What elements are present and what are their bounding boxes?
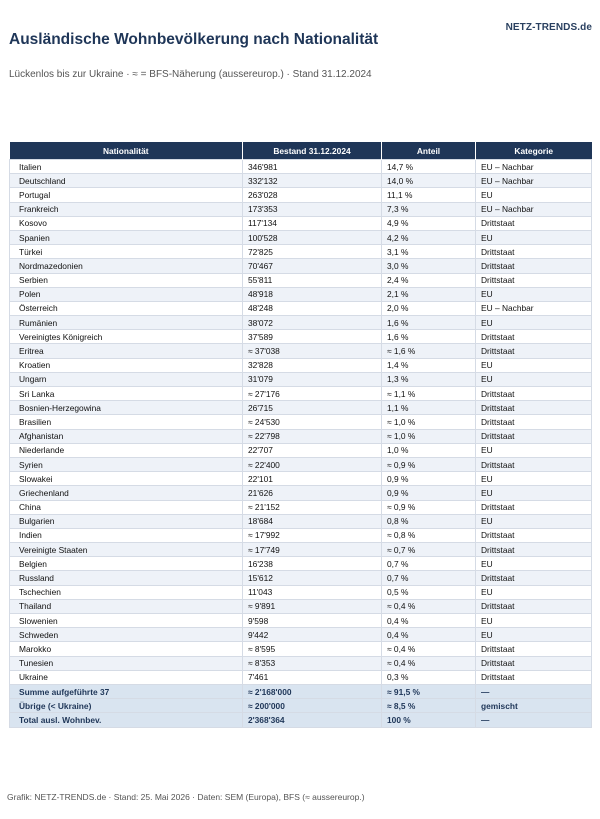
cell-nationalitaet: Brasilien	[10, 415, 243, 429]
cell-kategorie: EU	[476, 486, 592, 500]
table-row	[10, 557, 592, 571]
table-row	[10, 372, 592, 386]
cell-kategorie: Drittstaat	[476, 245, 592, 259]
cell-bestand: ≈ 2'168'000	[243, 684, 382, 698]
cell-nationalitaet: Niederlande	[10, 443, 243, 457]
cell-anteil: 1,6 %	[382, 330, 476, 344]
header-bestand: Bestand 31.12.2024	[243, 142, 382, 160]
cell-bestand: ≈ 24'530	[243, 415, 382, 429]
cell-kategorie: EU	[476, 557, 592, 571]
cell-bestand: 32'828	[243, 358, 382, 372]
page-title: Ausländische Wohnbevölkerung nach Nationalität	[9, 31, 379, 48]
cell-kategorie: Drittstaat	[476, 670, 592, 684]
table-row	[10, 245, 592, 259]
cell-bestand: 16'238	[243, 557, 382, 571]
page-subtitle: Lückenlos bis zur Ukraine · ≈ = BFS-Näherung (aussereurop.) · Stand 31.12.2024	[9, 69, 372, 80]
cell-anteil: 1,6 %	[382, 316, 476, 330]
cell-anteil: 1,1 %	[382, 401, 476, 415]
cell-anteil: 14,0 %	[382, 174, 476, 188]
cell-bestand: ≈ 37'038	[243, 344, 382, 358]
cell-bestand: 117'134	[243, 216, 382, 230]
cell-bestand: 55'811	[243, 273, 382, 287]
cell-kategorie: EU	[476, 443, 592, 457]
cell-kategorie: EU	[476, 585, 592, 599]
table-row	[10, 429, 592, 443]
table-row	[10, 401, 592, 415]
cell-nationalitaet: Slowenien	[10, 614, 243, 628]
cell-nationalitaet: Belgien	[10, 557, 243, 571]
cell-anteil: 0,7 %	[382, 557, 476, 571]
cell-kategorie: Drittstaat	[476, 543, 592, 557]
cell-anteil: 0,4 %	[382, 614, 476, 628]
cell-bestand: 26'715	[243, 401, 382, 415]
cell-kategorie: Drittstaat	[476, 599, 592, 613]
header-kategorie: Kategorie	[476, 142, 592, 160]
cell-bestand: 263'028	[243, 188, 382, 202]
cell-anteil: ≈ 0,8 %	[382, 528, 476, 542]
cell-anteil: ≈ 0,7 %	[382, 543, 476, 557]
cell-bestand: 31'079	[243, 372, 382, 386]
cell-nationalitaet: Bulgarien	[10, 514, 243, 528]
cell-nationalitaet: Serbien	[10, 273, 243, 287]
cell-nationalitaet: Polen	[10, 287, 243, 301]
cell-kategorie: —	[476, 713, 592, 727]
cell-bestand: 72'825	[243, 245, 382, 259]
cell-nationalitaet: Übrige (< Ukraine)	[10, 699, 243, 713]
cell-bestand: ≈ 200'000	[243, 699, 382, 713]
cell-bestand: 11'043	[243, 585, 382, 599]
cell-nationalitaet: Syrien	[10, 457, 243, 471]
cell-nationalitaet: Marokko	[10, 642, 243, 656]
cell-nationalitaet: Griechenland	[10, 486, 243, 500]
cell-nationalitaet: Italien	[10, 160, 243, 174]
table-row	[10, 656, 592, 670]
cell-kategorie: EU	[476, 614, 592, 628]
table-row	[10, 500, 592, 514]
cell-kategorie: Drittstaat	[476, 528, 592, 542]
cell-kategorie: EU	[476, 188, 592, 202]
table-row	[10, 670, 592, 684]
cell-anteil: 2,4 %	[382, 273, 476, 287]
cell-anteil: 0,9 %	[382, 486, 476, 500]
cell-nationalitaet: Österreich	[10, 301, 243, 315]
cell-bestand: 70'467	[243, 259, 382, 273]
cell-nationalitaet: Indien	[10, 528, 243, 542]
cell-bestand: ≈ 17'749	[243, 543, 382, 557]
cell-bestand: 48'248	[243, 301, 382, 315]
cell-anteil: 100 %	[382, 713, 476, 727]
table-row	[10, 585, 592, 599]
cell-nationalitaet: Rumänien	[10, 316, 243, 330]
cell-anteil: 0,9 %	[382, 472, 476, 486]
table-body	[10, 160, 592, 728]
cell-bestand: ≈ 27'176	[243, 387, 382, 401]
cell-anteil: ≈ 0,4 %	[382, 599, 476, 613]
summary-row	[10, 684, 592, 698]
header-nationalitaet: Nationalität	[10, 142, 243, 160]
table-row	[10, 358, 592, 372]
cell-nationalitaet: Ukraine	[10, 670, 243, 684]
cell-kategorie: Drittstaat	[476, 330, 592, 344]
cell-kategorie: EU	[476, 628, 592, 642]
cell-kategorie: —	[476, 684, 592, 698]
cell-kategorie: EU	[476, 372, 592, 386]
table-row	[10, 344, 592, 358]
cell-bestand: 346'981	[243, 160, 382, 174]
cell-bestand: ≈ 21'152	[243, 500, 382, 514]
table-row	[10, 628, 592, 642]
cell-nationalitaet: Summe aufgeführte 37	[10, 684, 243, 698]
table-row	[10, 259, 592, 273]
cell-kategorie: EU	[476, 358, 592, 372]
cell-bestand: ≈ 22'400	[243, 457, 382, 471]
cell-kategorie: EU – Nachbar	[476, 174, 592, 188]
cell-anteil: 3,1 %	[382, 245, 476, 259]
cell-kategorie: Drittstaat	[476, 387, 592, 401]
cell-kategorie: Drittstaat	[476, 344, 592, 358]
cell-kategorie: Drittstaat	[476, 259, 592, 273]
cell-kategorie: Drittstaat	[476, 642, 592, 656]
cell-bestand: ≈ 17'992	[243, 528, 382, 542]
cell-nationalitaet: Spanien	[10, 230, 243, 244]
cell-anteil: ≈ 8,5 %	[382, 699, 476, 713]
cell-nationalitaet: Kroatien	[10, 358, 243, 372]
cell-kategorie: EU	[476, 287, 592, 301]
table-row	[10, 230, 592, 244]
cell-anteil: 4,2 %	[382, 230, 476, 244]
table-row	[10, 273, 592, 287]
header-anteil: Anteil	[382, 142, 476, 160]
cell-anteil: ≈ 0,9 %	[382, 457, 476, 471]
footer-credits: Grafik: NETZ-TRENDS.de · Stand: 25. Mai 2026 · Daten: SEM (Europa), BFS (≈ aussereurop.)	[7, 792, 365, 802]
cell-nationalitaet: Sri Lanka	[10, 387, 243, 401]
cell-bestand: 9'598	[243, 614, 382, 628]
table-row	[10, 571, 592, 585]
table-row	[10, 316, 592, 330]
cell-kategorie: EU	[476, 316, 592, 330]
cell-bestand: 7'461	[243, 670, 382, 684]
cell-nationalitaet: Russland	[10, 571, 243, 585]
cell-anteil: 0,8 %	[382, 514, 476, 528]
cell-anteil: ≈ 1,0 %	[382, 429, 476, 443]
cell-kategorie: Drittstaat	[476, 500, 592, 514]
cell-bestand: 22'707	[243, 443, 382, 457]
cell-nationalitaet: Vereinigtes Königreich	[10, 330, 243, 344]
table-row	[10, 330, 592, 344]
cell-kategorie: Drittstaat	[476, 401, 592, 415]
table-row	[10, 543, 592, 557]
table-row	[10, 387, 592, 401]
cell-bestand: 100'528	[243, 230, 382, 244]
cell-nationalitaet: Schweden	[10, 628, 243, 642]
cell-nationalitaet: Türkei	[10, 245, 243, 259]
cell-anteil: 11,1 %	[382, 188, 476, 202]
cell-kategorie: EU	[476, 472, 592, 486]
cell-nationalitaet: Thailand	[10, 599, 243, 613]
cell-nationalitaet: Kosovo	[10, 216, 243, 230]
cell-bestand: 15'612	[243, 571, 382, 585]
cell-anteil: 3,0 %	[382, 259, 476, 273]
cell-anteil: 14,7 %	[382, 160, 476, 174]
cell-anteil: ≈ 0,4 %	[382, 642, 476, 656]
cell-nationalitaet: Tschechien	[10, 585, 243, 599]
table-row	[10, 443, 592, 457]
cell-nationalitaet: Slowakei	[10, 472, 243, 486]
cell-nationalitaet: Frankreich	[10, 202, 243, 216]
cell-nationalitaet: Total ausl. Wohnbev.	[10, 713, 243, 727]
cell-anteil: 0,7 %	[382, 571, 476, 585]
cell-nationalitaet: Tunesien	[10, 656, 243, 670]
cell-anteil: ≈ 0,4 %	[382, 656, 476, 670]
summary-row	[10, 713, 592, 727]
table-row	[10, 486, 592, 500]
cell-bestand: ≈ 8'353	[243, 656, 382, 670]
table-row	[10, 599, 592, 613]
cell-bestand: ≈ 8'595	[243, 642, 382, 656]
cell-kategorie: Drittstaat	[476, 656, 592, 670]
cell-bestand: 2'368'364	[243, 713, 382, 727]
cell-anteil: 0,4 %	[382, 628, 476, 642]
cell-kategorie: Drittstaat	[476, 415, 592, 429]
cell-anteil: ≈ 0,9 %	[382, 500, 476, 514]
cell-kategorie: EU – Nachbar	[476, 202, 592, 216]
cell-anteil: 1,3 %	[382, 372, 476, 386]
table-row	[10, 202, 592, 216]
nationality-table	[9, 142, 592, 728]
table-row	[10, 528, 592, 542]
cell-kategorie: Drittstaat	[476, 216, 592, 230]
cell-kategorie: gemischt	[476, 699, 592, 713]
cell-anteil: 0,5 %	[382, 585, 476, 599]
cell-anteil: 0,3 %	[382, 670, 476, 684]
cell-kategorie: EU	[476, 230, 592, 244]
cell-nationalitaet: Vereinigte Staaten	[10, 543, 243, 557]
table-row	[10, 457, 592, 471]
cell-anteil: 2,1 %	[382, 287, 476, 301]
cell-bestand: 173'353	[243, 202, 382, 216]
cell-nationalitaet: China	[10, 500, 243, 514]
table-row	[10, 188, 592, 202]
cell-anteil: ≈ 91,5 %	[382, 684, 476, 698]
table-row	[10, 160, 592, 174]
cell-kategorie: Drittstaat	[476, 429, 592, 443]
table-row	[10, 514, 592, 528]
cell-anteil: ≈ 1,0 %	[382, 415, 476, 429]
table-row	[10, 642, 592, 656]
table-row	[10, 301, 592, 315]
nationality-table-container	[9, 142, 591, 728]
cell-nationalitaet: Afghanistan	[10, 429, 243, 443]
cell-bestand: 22'101	[243, 472, 382, 486]
summary-row	[10, 699, 592, 713]
cell-bestand: ≈ 9'891	[243, 599, 382, 613]
cell-kategorie: Drittstaat	[476, 273, 592, 287]
cell-kategorie: EU – Nachbar	[476, 301, 592, 315]
cell-anteil: 4,9 %	[382, 216, 476, 230]
cell-anteil: 7,3 %	[382, 202, 476, 216]
cell-anteil: 1,0 %	[382, 443, 476, 457]
cell-anteil: 2,0 %	[382, 301, 476, 315]
brand-logo-text: NETZ-TRENDS.de	[505, 22, 592, 33]
cell-kategorie: EU – Nachbar	[476, 160, 592, 174]
table-row	[10, 472, 592, 486]
cell-kategorie: EU	[476, 514, 592, 528]
cell-bestand: 18'684	[243, 514, 382, 528]
cell-bestand: 48'918	[243, 287, 382, 301]
cell-nationalitaet: Bosnien-Herzegowina	[10, 401, 243, 415]
cell-bestand: 38'072	[243, 316, 382, 330]
cell-bestand: 332'132	[243, 174, 382, 188]
table-row	[10, 614, 592, 628]
cell-nationalitaet: Ungarn	[10, 372, 243, 386]
cell-anteil: ≈ 1,6 %	[382, 344, 476, 358]
cell-nationalitaet: Eritrea	[10, 344, 243, 358]
cell-bestand: 37'589	[243, 330, 382, 344]
cell-anteil: 1,4 %	[382, 358, 476, 372]
cell-nationalitaet: Deutschland	[10, 174, 243, 188]
table-row	[10, 216, 592, 230]
table-header-row	[10, 142, 592, 160]
cell-anteil: ≈ 1,1 %	[382, 387, 476, 401]
cell-kategorie: Drittstaat	[476, 457, 592, 471]
cell-kategorie: Drittstaat	[476, 571, 592, 585]
table-row	[10, 174, 592, 188]
table-row	[10, 415, 592, 429]
cell-nationalitaet: Portugal	[10, 188, 243, 202]
cell-nationalitaet: Nordmazedonien	[10, 259, 243, 273]
cell-bestand: 9'442	[243, 628, 382, 642]
cell-bestand: 21'626	[243, 486, 382, 500]
table-row	[10, 287, 592, 301]
cell-bestand: ≈ 22'798	[243, 429, 382, 443]
